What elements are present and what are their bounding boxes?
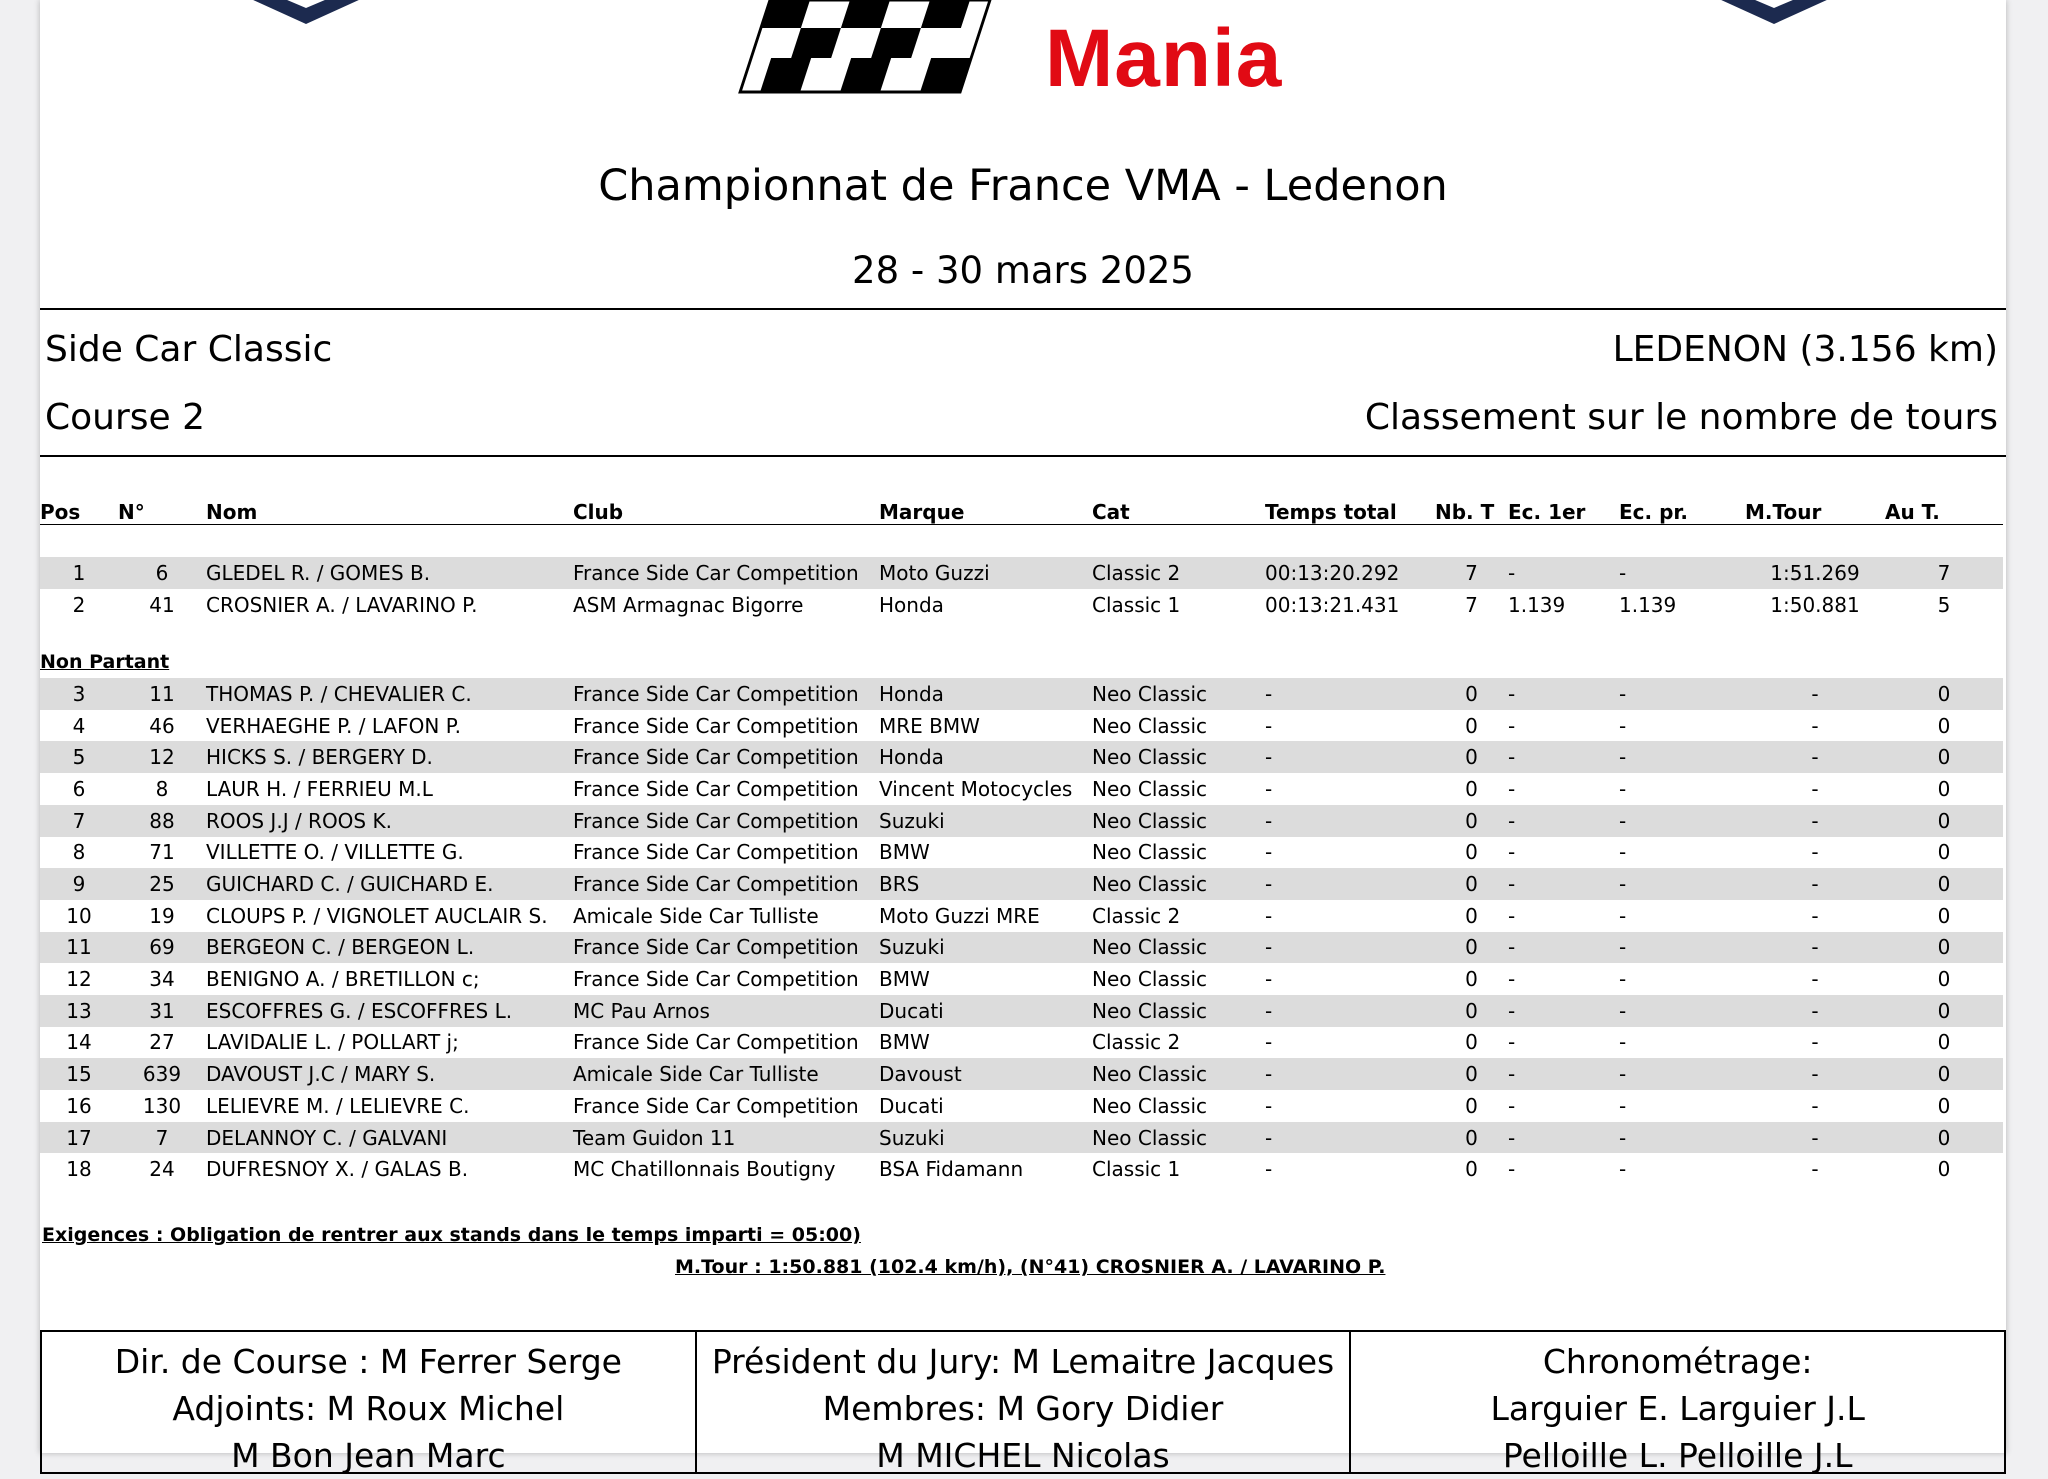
cell-mtour: - (1811, 840, 1819, 865)
cell-pos: 17 (40, 1122, 118, 1154)
cell-club: France Side Car Competition (573, 932, 879, 964)
cell-nbt: 0 (1435, 1122, 1508, 1154)
cell-nbt: 0 (1435, 741, 1508, 773)
cell-ecpr: - (1619, 1093, 1627, 1118)
cell-marque: BMW (879, 840, 930, 865)
cell-ec1: - (1508, 1058, 1619, 1090)
cell-pos: 9 (40, 868, 118, 900)
circuit-name: LEDENON (3.156 km) (1612, 329, 1998, 370)
race-name: Course 2 (45, 397, 206, 438)
cell-num: 27 (149, 1030, 175, 1055)
cell-temps: - (1265, 840, 1273, 865)
results-table (40, 490, 2003, 1185)
table-row (40, 1027, 2003, 1059)
cell-club: Amicale Side Car Tulliste (573, 1058, 879, 1090)
cell-num: 8 (155, 776, 169, 801)
cell-pos: 13 (40, 995, 118, 1027)
cell-marque: Suzuki (879, 805, 1092, 837)
cell-nom: GLEDEL R. / GOMES B. (206, 557, 573, 589)
official-line: Dir. de Course : M Ferrer Serge (114, 1342, 622, 1381)
cell-nbt: 0 (1465, 1093, 1478, 1118)
cell-ec1: - (1508, 776, 1516, 801)
cell-marque: BRS (879, 868, 1092, 900)
cell-nom: CROSNIER A. / LAVARINO P. (206, 592, 478, 617)
cell-mtour: - (1811, 967, 1819, 992)
table-row (40, 963, 2003, 995)
cell-pos: 15 (40, 1058, 118, 1090)
cell-ecpr: - (1619, 776, 1627, 801)
cell-nom: DUFRESNOY X. / GALAS B. (206, 1157, 469, 1182)
cell-aut: 0 (1937, 1157, 1951, 1182)
cell-cat: Neo Classic (1092, 868, 1265, 900)
cell-mtour: 1:50.881 (1770, 592, 1860, 617)
cell-aut: 7 (1885, 557, 2003, 589)
cell-ec1: - (1508, 1122, 1619, 1154)
cell-aut: 0 (1937, 967, 1951, 992)
cell-nom: GUICHARD C. / GUICHARD E. (206, 868, 573, 900)
cell-nom: HICKS S. / BERGERY D. (206, 741, 573, 773)
cell-ecpr: - (1619, 903, 1627, 928)
results-sheet (40, 0, 2006, 1475)
cell-mtour: - (1811, 903, 1819, 928)
table-row (40, 741, 2003, 773)
cell-pos: 1 (40, 557, 118, 589)
cell-cat: Neo Classic (1092, 805, 1265, 837)
cell-temps: - (1265, 995, 1435, 1027)
cell-club: France Side Car Competition (573, 713, 859, 738)
table-row (40, 868, 2003, 900)
table-row (40, 1122, 2003, 1154)
cell-num: 71 (149, 840, 175, 865)
cell-ecpr: - (1619, 967, 1627, 992)
cell-club: Amicale Side Car Tulliste (573, 903, 819, 928)
col-header-ecpr: Ec. pr. (1619, 500, 1689, 524)
cell-ec1: - (1508, 1093, 1516, 1118)
cell-nbt: 0 (1435, 932, 1508, 964)
cell-ecpr: - (1619, 1122, 1745, 1154)
cell-marque: Suzuki (879, 932, 1092, 964)
cell-marque: Moto Guzzi (879, 557, 1092, 589)
cell-mtour: - (1745, 995, 1885, 1027)
cell-ec1: - (1508, 995, 1619, 1027)
cell-cat: Neo Classic (1092, 1093, 1208, 1118)
cell-aut: 0 (1885, 932, 2003, 964)
cell-marque: BMW (879, 967, 930, 992)
cell-nom: DELANNOY C. / GALVANI (206, 1122, 573, 1154)
table-row (40, 805, 2003, 837)
cell-club: France Side Car Competition (573, 967, 859, 992)
cell-club: MC Chatillonnais Boutigny (573, 1157, 836, 1182)
cell-ecpr: - (1619, 741, 1745, 773)
cell-nbt: 0 (1435, 805, 1508, 837)
cell-nom: LELIEVRE M. / LELIEVRE C. (206, 1093, 470, 1118)
cell-marque: Davoust (879, 1058, 1092, 1090)
cell-pos: 14 (66, 1030, 92, 1055)
cell-aut: 0 (1885, 868, 2003, 900)
cell-marque: Ducati (879, 995, 1092, 1027)
cell-ec1: - (1508, 1030, 1516, 1055)
table-row (40, 678, 2003, 710)
cell-ecpr: - (1619, 1030, 1627, 1055)
cell-mtour: - (1811, 1157, 1819, 1182)
cell-num: 46 (149, 713, 175, 738)
cell-mtour: - (1811, 1030, 1819, 1055)
cell-cat: Classic 1 (1092, 592, 1181, 617)
cell-aut: 0 (1885, 1122, 2003, 1154)
table-row (40, 589, 2003, 621)
cell-mtour: - (1811, 1093, 1819, 1118)
cell-ec1: - (1508, 1157, 1516, 1182)
cell-num: 41 (149, 592, 175, 617)
cell-ec1: - (1508, 741, 1619, 773)
cell-pos: 4 (72, 713, 86, 738)
cell-aut: 0 (1885, 995, 2003, 1027)
table-row (40, 710, 2003, 742)
cell-club: France Side Car Competition (573, 557, 879, 589)
cell-pos: 5 (40, 741, 118, 773)
cell-nbt: 7 (1435, 557, 1508, 589)
cell-temps: - (1265, 741, 1435, 773)
cell-nom: CLOUPS P. / VIGNOLET AUCLAIR S. (206, 903, 548, 928)
race-category: Side Car Classic (45, 329, 333, 370)
cell-temps: - (1265, 805, 1435, 837)
cell-cat: Neo Classic (1092, 1058, 1265, 1090)
official-line: Chronométrage: (1542, 1342, 1813, 1381)
cell-mtour: - (1745, 868, 1885, 900)
race-direction (42, 1332, 695, 1475)
official-line: M MICHEL Nicolas (876, 1436, 1170, 1475)
cell-cat: Neo Classic (1092, 932, 1265, 964)
cell-ec1: - (1508, 557, 1619, 589)
col-header-temps: Temps total (1265, 500, 1397, 524)
cell-mtour: - (1811, 713, 1819, 738)
cell-ec1: - (1508, 868, 1619, 900)
cell-ec1: - (1508, 967, 1516, 992)
official-line: M Bon Jean Marc (231, 1436, 506, 1475)
cell-club: France Side Car Competition (573, 840, 859, 865)
cell-ec1: - (1508, 903, 1516, 928)
cell-cat: Neo Classic (1092, 995, 1265, 1027)
cell-mtour: 1:51.269 (1745, 557, 1885, 589)
cell-num: 7 (118, 1122, 206, 1154)
cell-nom: VERHAEGHE P. / LAFON P. (206, 713, 462, 738)
col-header-num: N° (118, 500, 145, 524)
cell-num: 34 (149, 967, 175, 992)
cell-aut: 0 (1937, 776, 1951, 801)
cell-mtour: - (1745, 741, 1885, 773)
cell-nbt: 7 (1465, 592, 1478, 617)
table-row (40, 1153, 2003, 1185)
cell-mtour: - (1745, 1122, 1885, 1154)
cell-pos: 8 (72, 840, 86, 865)
cell-marque: Suzuki (879, 1122, 1092, 1154)
cell-nbt: 0 (1465, 713, 1478, 738)
cell-nbt: 0 (1435, 678, 1508, 710)
col-header-marque: Marque (879, 500, 965, 524)
cell-marque: Ducati (879, 1093, 944, 1118)
section-row (40, 636, 2003, 678)
cell-pos: 16 (66, 1093, 92, 1118)
cell-nom: THOMAS P. / CHEVALIER C. (206, 678, 573, 710)
cell-cat: Classic 2 (1092, 1030, 1181, 1055)
cell-nbt: 0 (1465, 776, 1478, 801)
cell-ecpr: - (1619, 1157, 1627, 1182)
official-line: Membres: M Gory Didier (822, 1389, 1224, 1428)
cell-nom: BENIGNO A. / BRETILLON c; (206, 967, 480, 992)
cell-club: ASM Armagnac Bigorre (573, 592, 804, 617)
cell-marque: Moto Guzzi MRE (879, 903, 1040, 928)
cell-nom: LAUR H. / FERRIEU M.L (206, 776, 433, 801)
cell-pos: 11 (40, 932, 118, 964)
cell-ecpr: - (1619, 805, 1745, 837)
cell-num: 25 (118, 868, 206, 900)
cell-aut: 0 (1885, 741, 2003, 773)
cell-ec1: - (1508, 840, 1516, 865)
cell-temps: - (1265, 967, 1273, 992)
cell-nbt: 0 (1465, 967, 1478, 992)
shield-logo-left (236, 0, 386, 34)
cell-club: France Side Car Competition (573, 805, 879, 837)
event-dates: 28 - 30 mars 2025 (852, 249, 1194, 292)
cell-nbt: 0 (1465, 1030, 1478, 1055)
table-row (40, 1090, 2003, 1122)
cell-aut: 0 (1885, 805, 2003, 837)
cell-cat: Neo Classic (1092, 967, 1208, 992)
cell-club: Team Guidon 11 (573, 1122, 879, 1154)
cell-ecpr: - (1619, 932, 1745, 964)
cell-ecpr: - (1619, 713, 1627, 738)
cell-num: 88 (118, 805, 206, 837)
cell-aut: 5 (1937, 592, 1951, 617)
official-line: Pelloille L. Pelloille J.L (1502, 1436, 1853, 1475)
cell-temps: - (1265, 678, 1435, 710)
col-header-club: Club (573, 500, 624, 524)
cell-marque: Honda (879, 592, 944, 617)
cell-pos: 2 (72, 592, 86, 617)
best-lap-note: M.Tour : 1:50.881 (102.4 km/h), (N°41) CROSNIER A. / LAVARINO P. (675, 1256, 1386, 1278)
ranking-mode: Classement sur le nombre de tours (1364, 397, 1998, 438)
cell-pos: 7 (40, 805, 118, 837)
cell-cat: Neo Classic (1092, 713, 1208, 738)
divider (40, 308, 2006, 310)
page-title: Championnat de France VMA - Ledenon (598, 161, 1448, 211)
officials-box (40, 1330, 2006, 1474)
cell-temps: 00:13:20.292 (1265, 557, 1435, 589)
table-row (40, 932, 2003, 964)
table-row (40, 1058, 2003, 1090)
official-line: Larguier E. Larguier J.L (1490, 1389, 1865, 1428)
cell-aut: 0 (1937, 713, 1951, 738)
cell-cat: Classic 2 (1092, 557, 1265, 589)
col-header-pos: Pos (40, 500, 81, 524)
cell-temps: - (1265, 713, 1273, 738)
divider (40, 455, 2006, 457)
cell-club: France Side Car Competition (573, 1093, 859, 1118)
cell-pos: 12 (66, 967, 92, 992)
cell-cat: Classic 2 (1092, 903, 1181, 928)
col-header-ec1: Ec. 1er (1508, 500, 1586, 524)
table-header-row (40, 490, 2003, 525)
cell-marque: Honda (879, 741, 1092, 773)
col-header-cat: Cat (1092, 500, 1130, 524)
cell-mtour: - (1745, 932, 1885, 964)
cell-ec1: - (1508, 678, 1619, 710)
cell-nbt: 0 (1435, 868, 1508, 900)
cell-ecpr: - (1619, 995, 1745, 1027)
table-row (40, 837, 2003, 869)
cell-temps: 00:13:21.431 (1265, 592, 1400, 617)
timekeeping (1349, 1332, 2004, 1475)
cell-pos: 18 (66, 1157, 92, 1182)
cell-temps: - (1265, 776, 1273, 801)
spacer-row (40, 525, 2003, 558)
cell-ecpr: 1.139 (1619, 592, 1677, 617)
cell-ec1: - (1508, 932, 1619, 964)
checkered-flag-logo (730, 0, 1030, 96)
cell-num: 31 (118, 995, 206, 1027)
cell-temps: - (1265, 1122, 1435, 1154)
cell-ec1: - (1508, 805, 1619, 837)
col-header-mtour: M.Tour (1745, 500, 1822, 524)
cell-num: 639 (118, 1058, 206, 1090)
cell-marque: BMW (879, 1030, 930, 1055)
cell-mtour: - (1811, 776, 1819, 801)
cell-aut: 0 (1937, 1030, 1951, 1055)
requirements-note: Exigences : Obligation de rentrer aux stands dans le temps imparti = 05:00) (42, 1224, 861, 1246)
col-header-aut: Au T. (1885, 500, 1940, 524)
cell-nbt: 0 (1465, 840, 1478, 865)
cell-ecpr: - (1619, 1058, 1745, 1090)
cell-marque: Vincent Motocycles (879, 776, 1073, 801)
cell-num: 19 (149, 903, 175, 928)
cell-ec1: 1.139 (1508, 592, 1566, 617)
cell-club: France Side Car Competition (573, 1030, 859, 1055)
cell-ecpr: - (1619, 557, 1745, 589)
table-row (40, 900, 2003, 932)
cell-club: France Side Car Competition (573, 868, 879, 900)
cell-temps: - (1265, 1058, 1435, 1090)
cell-club: MC Pau Arnos (573, 995, 879, 1027)
cell-pos: 3 (40, 678, 118, 710)
cell-cat: Classic 1 (1092, 1157, 1181, 1182)
table-row (40, 773, 2003, 805)
table-row (40, 557, 2003, 589)
cell-num: 24 (149, 1157, 175, 1182)
cell-nom: VILLETTE O. / VILLETTE G. (206, 840, 464, 865)
cell-club: France Side Car Competition (573, 776, 859, 801)
cell-ecpr: - (1619, 868, 1745, 900)
cell-temps: - (1265, 1030, 1273, 1055)
cell-nbt: 0 (1465, 903, 1478, 928)
official-line: Adjoints: M Roux Michel (172, 1389, 565, 1428)
cell-cat: Neo Classic (1092, 1122, 1265, 1154)
cell-nom: LAVIDALIE L. / POLLART j; (206, 1030, 459, 1055)
spacer-row (40, 620, 2003, 636)
cell-nom: ESCOFFRES G. / ESCOFFRES L. (206, 995, 573, 1027)
jury (695, 1332, 1350, 1475)
cell-cat: Neo Classic (1092, 741, 1265, 773)
cell-aut: 0 (1937, 840, 1951, 865)
cell-pos: 10 (66, 903, 92, 928)
cell-aut: 0 (1885, 1058, 2003, 1090)
cell-mtour: - (1745, 805, 1885, 837)
table-body (40, 525, 2003, 1186)
cell-temps: - (1265, 932, 1435, 964)
cell-num: 12 (118, 741, 206, 773)
cell-club: France Side Car Competition (573, 741, 879, 773)
cell-temps: - (1265, 903, 1273, 928)
cell-num: 11 (118, 678, 206, 710)
cell-ecpr: - (1619, 678, 1745, 710)
cell-temps: - (1265, 1093, 1273, 1118)
cell-ec1: - (1508, 713, 1516, 738)
cell-nbt: 0 (1435, 1058, 1508, 1090)
cell-pos: 6 (72, 776, 86, 801)
shield-logo-right (1704, 0, 1854, 34)
cell-nom: BERGEON C. / BERGEON L. (206, 932, 573, 964)
cell-nbt: 0 (1465, 1157, 1478, 1182)
cell-mtour: - (1745, 1058, 1885, 1090)
cell-num: 6 (118, 557, 206, 589)
col-header-nom: Nom (206, 500, 258, 524)
cell-num: 69 (118, 932, 206, 964)
cell-ecpr: - (1619, 840, 1627, 865)
cell-marque: MRE BMW (879, 713, 980, 738)
cell-nbt: 0 (1435, 995, 1508, 1027)
cell-nom: ROOS J.J / ROOS K. (206, 805, 573, 837)
table-row (40, 995, 2003, 1027)
cell-num: 130 (142, 1093, 182, 1118)
official-line: Président du Jury: M Lemaitre Jacques (711, 1342, 1335, 1381)
cell-cat: Neo Classic (1092, 678, 1265, 710)
cell-mtour: - (1745, 678, 1885, 710)
cell-aut: 0 (1937, 1093, 1951, 1118)
logo-wordmark: Mania (1045, 13, 1283, 104)
cell-cat: Neo Classic (1092, 840, 1208, 865)
cell-marque: Honda (879, 678, 1092, 710)
cell-cat: Neo Classic (1092, 776, 1208, 801)
cell-aut: 0 (1937, 903, 1951, 928)
col-header-nbt: Nb. T (1435, 500, 1495, 524)
non-partant-label: Non Partant (40, 651, 170, 674)
cell-aut: 0 (1885, 678, 2003, 710)
cell-temps: - (1265, 1157, 1273, 1182)
cell-marque: BSA Fidamann (879, 1157, 1024, 1182)
cell-nom: DAVOUST J.C / MARY S. (206, 1058, 573, 1090)
cell-temps: - (1265, 868, 1435, 900)
cell-club: France Side Car Competition (573, 678, 879, 710)
